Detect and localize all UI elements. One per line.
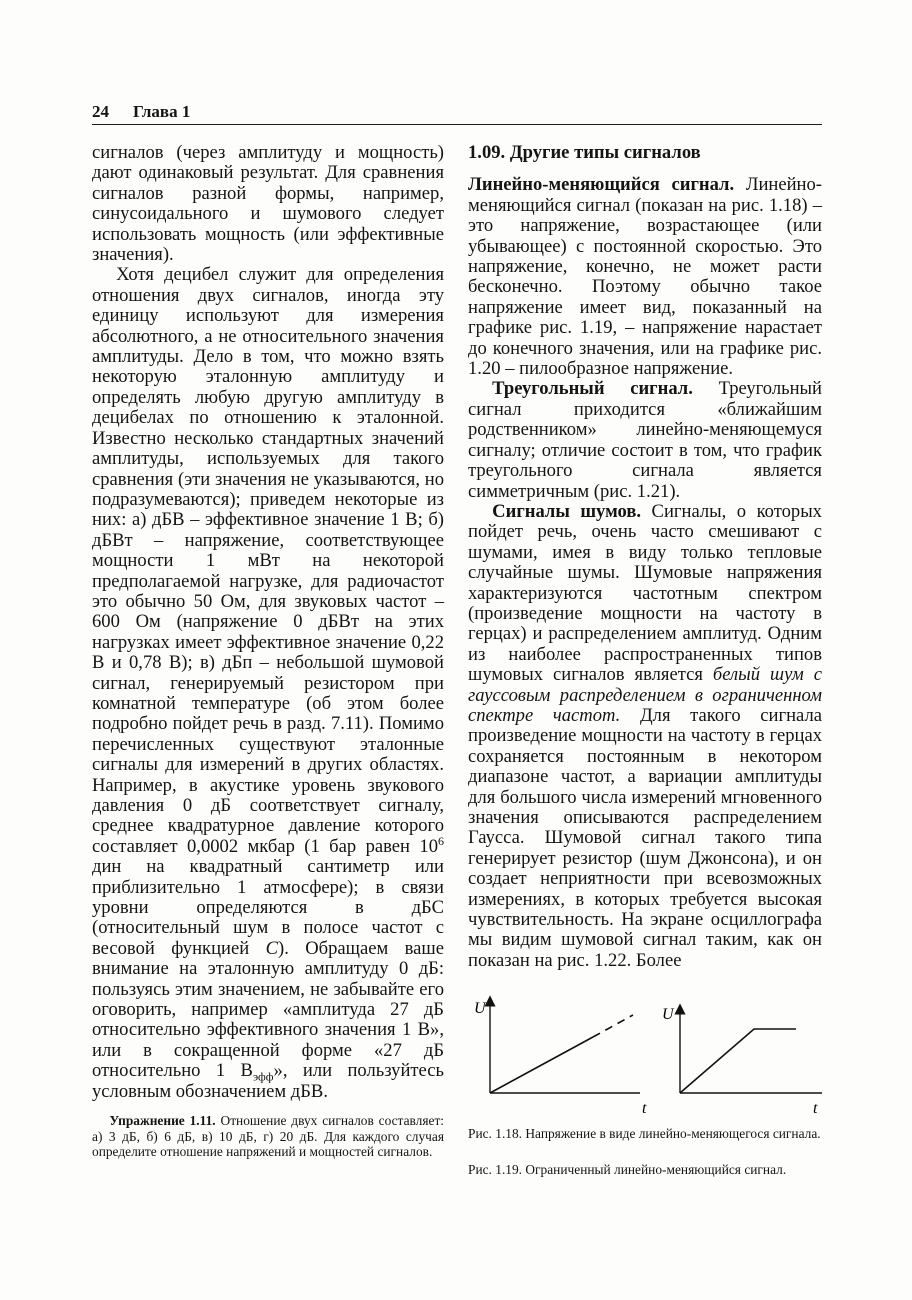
triangle-label: Треугольный сигнал. xyxy=(492,378,693,400)
left-column xyxy=(92,143,444,1160)
chapter-title: Глава 1 xyxy=(133,102,191,121)
noise-label: Сигналы шумов. xyxy=(492,500,642,522)
triangle-paragraph: Треугольный сигнал. Треугольный сигнал приходится «ближайшим родственником» линейно-меняющемуся сигналу; отличие состоит в том, что график треугольного сигнала является симметричным (рис. 1.21). xyxy=(468,378,822,502)
caption-fig-1-19: Рис. 1.19. Ограниченный линейно-меняющийся сигнал. xyxy=(468,1162,787,1177)
caption-fig-1-18: Рис. 1.18. Напряжение в виде линейно-меняющегося сигнала. xyxy=(468,1126,821,1141)
figure-1-18 xyxy=(468,995,648,1120)
y-axis-label: U xyxy=(662,1006,674,1023)
section-title: 1.09. Другие типы сигналов xyxy=(468,142,701,163)
x-axis-label: t xyxy=(813,1100,818,1117)
ramp-line xyxy=(490,1037,593,1093)
figure-1-19 xyxy=(650,995,828,1120)
x-axis-label: t xyxy=(642,1100,647,1117)
y-axis-label: U xyxy=(474,1000,486,1017)
ramp-dashed-continuation xyxy=(593,1015,633,1037)
paragraph-2: Хотя децибел служит для определения отношения двух сигналов, иногда эту единицу используют для измерения абсолютного, а не относительного значения амплитуды. Дело в том, что можно взять некоторую эталонную амплитуду и определять любую другую амплитуду в децибелах по отношению к эталонной. Известно несколько стандартных значений амплитуды, используемых для такого сравнения (эти значения не указываются, но подразумеваются); приведем некоторые из них: а) дБВ – эффективное значение 1 В; б) дБВт – напряжение, соответствующее мощности 1 мВт на некоторой предполагаемой нагрузке, для радиочастот это обычно 50 Ом, для звуковых частот – 600 Ом (напряжение 0 дБВт на этих нагрузках имеет эффективное значение 0,22 В и 0,78 В); в) дБп – небольшой шумовой сигнал, генерируемый резистором при комнатной температуре (об этом более подробно пойдет речь в разд. 7.11). Помимо перечисленных существуют эталонные сигналы для измерений в других областях. Например, в акустике уровень звукового давления 0 дБ соответствует сигналу, среднее квадратурное давление которого составляет 0,0002 мкбар (1 бар равен $10^6$ дин на квадратный сантиметр или приблизительно 1 атмосфере); в связи уровни определяются в дБС (относительный шум в полосе частот с весовой функцией С). Обращаем ваше внимание на эталонную амплитуду 0 дБ: пользуясь этим значением, не забывайте его оговорить, например «амплитуда 27 дБ относительно эффективного значения 1 В», или в сокращенной форме «27 дБ относительно 1 $В_{эфф}$», или пользуйтесь условным обозначением дБВ. xyxy=(92,264,444,1102)
exercise-label: Упражнение 1.11. xyxy=(109,1113,216,1129)
limited-ramp-line xyxy=(680,1029,796,1093)
exercise-1-11: Упражнение 1.11. Отношение двух сигналов составляет: а) 3 дБ, б) 6 дБ, в) 10 дБ, г) 20 дБ. Для каждого случая определите отношение напряжений и мощностей сигналов. xyxy=(92,1113,445,1160)
paragraph-1: сигналов (через амплитуду и мощность) дают одинаковый результат. Для сравнения сигналов разной формы, например, синусоидального и шумового следует использовать мощность (или эффективные значения). xyxy=(92,142,444,266)
ramp-label: Линейно-меняющийся сигнал. xyxy=(468,174,735,196)
noise-paragraph: Сигналы шумов. Сигналы, о которых пойдет речь, очень часто смешивают с шумами, имея в виду только тепловые случайные шумы. Шумовые напряжения характеризуются частотным спектром (произведение мощности на частоту в герцах) и распределением амплитуд. Одним из наиболее распространенных типов шумовых сигналов является белый шум с гауссовым распределением в ограниченном спектре частот. Для такого сигнала произведение мощности на частоту в герцах сохраняется постоянным в некотором диапазоне частот, а вариации амплитуды для большого числа измерений мгновенного значения описываются распределением Гаусса. Шумовой сигнал такого типа генерирует резистор (шум Джонсона), и он создает неприятности при всевозможных измерениях, в которых требуется высокая чувствительность. На экране осциллографа мы видим шумовой сигнал таким, как он показан на рис. 1.22. Более xyxy=(468,500,822,971)
ramp-paragraph: Линейно-меняющийся сигнал. Линейно-меняющийся сигнал (показан на рис. 1.18) – это напряжение, возрастающее (или убывающее) с постоянной скоростью. Это напряжение, конечно, не может расти бесконечно. Поэтому обычно такое напряжение имеет вид, показанный на графике рис. 1.19, – напряжение нарастает до конечного значения, или на графике рис. 1.20 – пилообразное напряжение. xyxy=(468,174,822,380)
right-column xyxy=(468,143,822,971)
page-header xyxy=(92,100,822,125)
page-number: 24 xyxy=(92,102,109,121)
